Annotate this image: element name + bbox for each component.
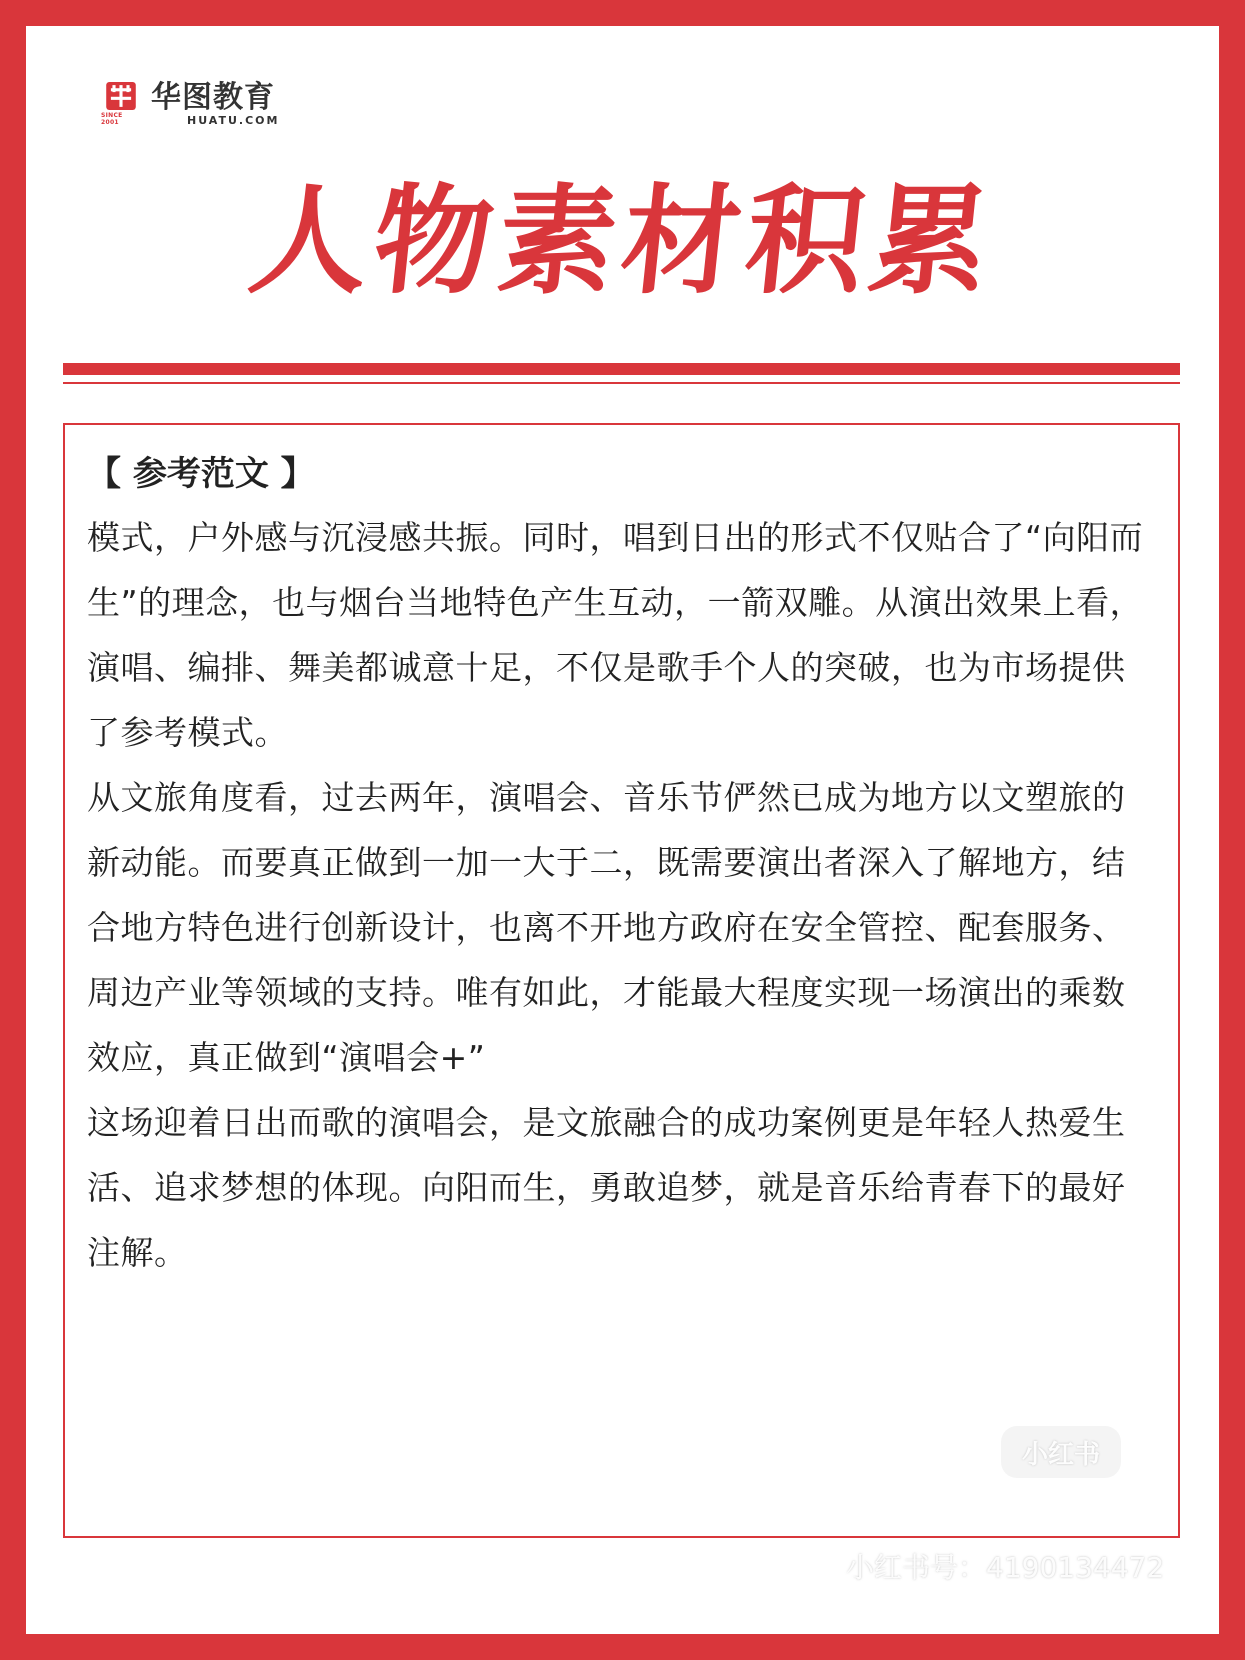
- logo-since: SINCE 2001: [101, 112, 123, 126]
- watermark-badge: 小红书: [1001, 1426, 1121, 1478]
- page-title: 人物素材积累: [243, 171, 1002, 310]
- section-heading: 【 参考范文 】: [87, 454, 315, 494]
- content-box: [63, 423, 1180, 1538]
- logo-text: [151, 79, 280, 127]
- divider-thick: [63, 363, 1180, 375]
- paragraph-1: 模式，户外感与沉浸感共振。同时，唱到日出的形式不仅贴合了“向阳而生”的理念，也与烟台当地特色产生互动，一箭双雕。从演出效果上看，演唱、编排、舞美都诚意十足，不仅是歌手个人的突破，也为市场提供了参考模式。: [87, 517, 1144, 752]
- logo-name-cn: 华图教育: [151, 79, 275, 115]
- paragraph-2: 从文旅角度看，过去两年，演唱会、音乐节俨然已成为地方以文塑旅的新动能。而要真正做到一加一大于二，既需要演出者深入了解地方，结合地方特色进行创新设计，也离不开地方政府在安全管控、配套服务、周边产业等领域的支持。唯有如此，才能最大程度实现一场演出的乘数效应，真正做到“演唱会+”: [87, 777, 1126, 1077]
- paragraph-3: 这场迎着日出而歌的演唱会，是文旅融合的成功案例更是年轻人热爱生活、追求梦想的体现。向阳而生，勇敢追梦，就是音乐给青春下的最好注解。: [87, 1102, 1126, 1272]
- logo-name-en: HUATU.COM: [187, 113, 280, 127]
- huatu-logo-icon: [101, 82, 141, 126]
- watermark-id: 小红书号：4190134472: [846, 1551, 1165, 1584]
- divider-thin: [63, 382, 1180, 384]
- brand-logo: [101, 79, 280, 127]
